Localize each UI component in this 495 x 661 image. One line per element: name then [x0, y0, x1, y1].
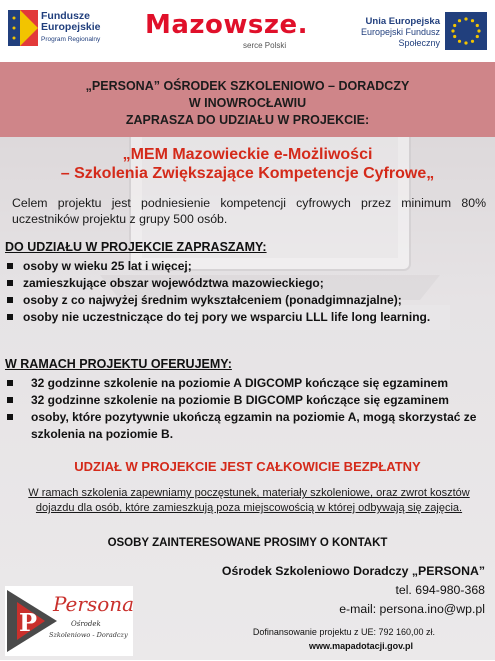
bullet-icon	[7, 280, 13, 286]
persona-logo	[5, 586, 133, 656]
banner-line-2: W INOWROCŁAWIU	[188, 96, 307, 110]
project-title-line-1: „MEM Mazowieckie e-Możliwości	[122, 146, 373, 163]
persona-line-1: Ośrodek	[71, 620, 101, 628]
email-address: e-mail: persona.ino@wp.pl	[339, 602, 485, 616]
bullet-icon	[7, 314, 13, 320]
list-item: osoby nie uczestniczące do tej pory we wsparciu LLL life long learning.	[5, 309, 485, 326]
bullet-icon	[7, 380, 13, 386]
invite-list	[5, 258, 485, 326]
unia-europejska-logo	[338, 12, 488, 52]
invite-heading: DO UDZIAŁU W PROJEKCIE ZAPRASZAMY:	[5, 240, 267, 254]
eu-flag-icon	[445, 12, 487, 50]
bullet-icon	[7, 397, 13, 403]
ue-text: Unia Europejska Europejski Fundusz Społeczny	[360, 16, 440, 48]
offer-heading: W RAMACH PROJEKTU OFERUJEMY:	[5, 357, 232, 371]
fe-title: Fundusze Europejskie	[41, 10, 101, 33]
logo-bar	[0, 0, 495, 62]
benefits-text: W ramach szkolenia zapewniamy poczęstunek, materiały szkoleniowe, oraz zwrot kosztów dojazdu dla osób, które zamieszkują poza miejscowością w której odbywają się zajęcia.	[28, 487, 470, 514]
organization-name: Ośrodek Szkoleniowo Doradczy „PERSONA”	[221, 564, 485, 578]
bullet-icon	[7, 297, 13, 303]
project-intro: Celem projektu jest podniesienie kompetencji cyfrowych przez minimum 80% uczestników projektu z grupy 500 osób.	[12, 196, 486, 226]
phone-number: tel. 694-980-368	[395, 583, 485, 597]
svg-text:P: P	[19, 608, 38, 637]
fundusze-europejskie-logo	[8, 10, 138, 52]
list-item: osoby z co najwyżej średnim wykształceniem (ponadgimnazjalne);	[5, 292, 485, 309]
list-item: 32 godzinne szkolenie na poziomie A DIGCOMP kończące się egzaminem	[5, 375, 485, 392]
persona-name: Persona	[53, 592, 135, 616]
funding-amount: Dofinansowanie projektu z UE: 792 160,00 zł.	[252, 627, 435, 637]
bullet-icon	[7, 263, 13, 269]
free-participation-notice: UDZIAŁ W PROJEKCIE JEST CAŁKOWICIE BEZPŁATNY	[74, 459, 421, 474]
mazowsze-wordmark: Mazowsze.	[145, 10, 309, 40]
bullet-icon	[7, 414, 13, 420]
persona-line-2: Szkoleniowo - Doradczy	[49, 631, 128, 639]
list-item: 32 godzinne szkolenie na poziomie B DIGCOMP kończące się egzaminem	[5, 392, 485, 409]
mazowsze-logo	[145, 10, 309, 54]
list-item: zamieszkujące obszar województwa mazowieckiego;	[5, 275, 485, 292]
fe-subtitle: Program Regionalny	[41, 36, 101, 43]
banner-line-3: ZAPRASZA DO UDZIAŁU W PROJEKCIE:	[125, 113, 370, 127]
project-title-line-2: – Szkolenia Zwiększające Kompetencje Cyfrowe„	[60, 165, 435, 182]
list-item: osoby, które pozytywnie ukończą egzamin na poziomie A, mogą skorzystać ze szkolenia na poziomie B.	[5, 409, 485, 443]
list-item: osoby w wieku 25 lat i więcej;	[5, 258, 485, 275]
fe-emblem-icon	[8, 10, 38, 46]
offer-list	[5, 375, 485, 443]
contact-heading: OSOBY ZAINTERESOWANE PROSIMY O KONTAKT	[107, 537, 388, 549]
banner-line-1: „PERSONA” OŚRODEK SZKOLENIOWO – DORADCZY	[85, 79, 410, 93]
website-link: www.mapadotacji.gov.pl	[308, 641, 413, 651]
mazowsze-tagline: serce Polski	[243, 41, 287, 50]
